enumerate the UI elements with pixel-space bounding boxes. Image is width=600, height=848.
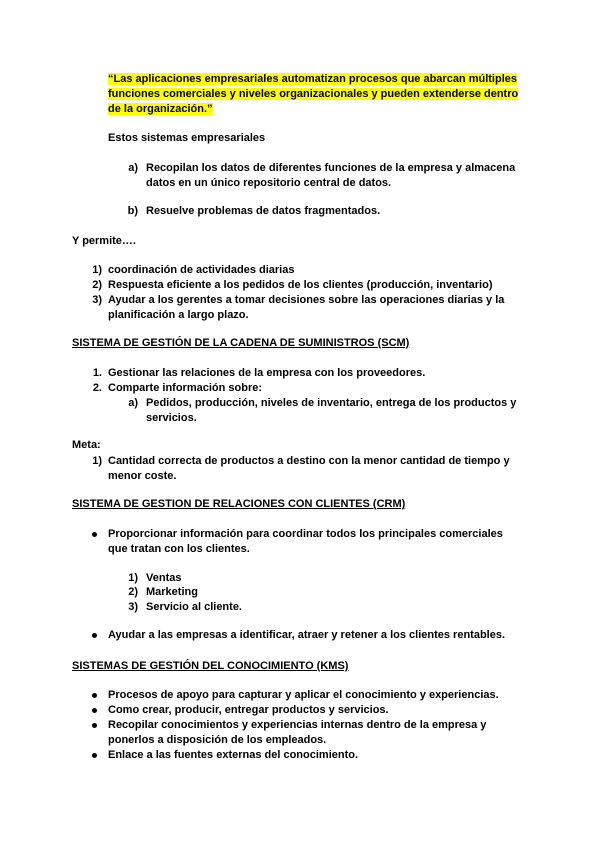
quote-line: de la organización.” <box>108 103 213 115</box>
list-item: Pedidos, producción, niveles de inventario, entrega de los productos y servicios. <box>146 397 517 424</box>
list-marker: 1) <box>92 455 102 467</box>
list-marker: 3) <box>92 294 102 306</box>
bullet-icon <box>92 693 97 698</box>
list-item: Ventas <box>146 572 182 584</box>
list-item: Como crear, producir, entregar productos y servicios. <box>108 704 389 716</box>
list-item: Servicio al cliente. <box>146 601 242 613</box>
intro-quote <box>108 72 518 117</box>
list-item: Gestionar las relaciones de la empresa con los proveedores. <box>108 367 426 379</box>
list-item: Procesos de apoyo para capturar y aplicar el conocimiento y experiencias. <box>108 689 499 701</box>
list-marker: b) <box>127 205 138 217</box>
list-item: Enlace a las fuentes externas del conocimiento. <box>108 749 359 761</box>
quote-line: funciones comerciales y niveles organizacionales y pueden extenderse dentro <box>108 88 519 100</box>
list-marker: 1) <box>128 572 138 584</box>
bullet-icon <box>92 532 97 537</box>
list-item: Comparte información sobre: <box>108 382 263 394</box>
systems-label: Estos sistemas empresariales <box>108 132 266 144</box>
list-item: Recopilan los datos de diferentes funciones de la empresa y almacena datos en un único repositorio central de datos. <box>146 162 516 189</box>
bullet-icon <box>92 753 97 758</box>
list-marker: 2. <box>92 382 102 394</box>
list-item: Resuelve problemas de datos fragmentados. <box>146 205 381 217</box>
list-marker: 3) <box>128 601 138 613</box>
permite-label: Y permite…. <box>72 235 136 247</box>
quote-line: “Las aplicaciones empresariales automatizan procesos que abarcan múltiples <box>108 73 517 85</box>
crm-heading: SISTEMA DE GESTION DE RELACIONES CON CLIENTES (CRM) <box>72 498 406 510</box>
kms-heading: SISTEMAS DE GESTIÓN DEL CONOCIMIENTO (KMS) <box>72 660 349 672</box>
list-item: coordinación de actividades diarias <box>108 264 295 276</box>
list-marker: 1) <box>92 264 102 276</box>
list-marker: 1. <box>92 367 102 379</box>
bullet-icon <box>92 633 97 638</box>
scm-heading: SISTEMA DE GESTIÓN DE LA CADENA DE SUMINISTROS (SCM) <box>72 337 410 349</box>
list-item: Recopilar conocimientos y experiencias internas dentro de la empresa y ponerlos a disposición de los empleados. <box>108 719 487 746</box>
list-item: Ayudar a las empresas a identificar, atraer y retener a los clientes rentables. <box>108 629 506 641</box>
list-item: Marketing <box>146 586 198 598</box>
bullet-icon <box>92 723 97 728</box>
list-marker: 2) <box>128 586 138 598</box>
list-marker: a) <box>128 397 138 409</box>
list-item: Cantidad correcta de productos a destino con la menor cantidad de tiempo y menor coste. <box>108 455 510 482</box>
list-item: Respuesta eficiente a los pedidos de los clientes (producción, inventario) <box>108 279 493 291</box>
list-marker: a) <box>128 162 138 174</box>
meta-label: Meta: <box>72 439 101 451</box>
list-item: Ayudar a los gerentes a tomar decisiones sobre las operaciones diarias y la planificación a largo plazo. <box>108 294 505 321</box>
list-marker: 2) <box>92 279 102 291</box>
list-item: Proporcionar información para coordinar todos los principales comerciales que tratan con los clientes. <box>108 528 503 555</box>
bullet-icon <box>92 708 97 713</box>
